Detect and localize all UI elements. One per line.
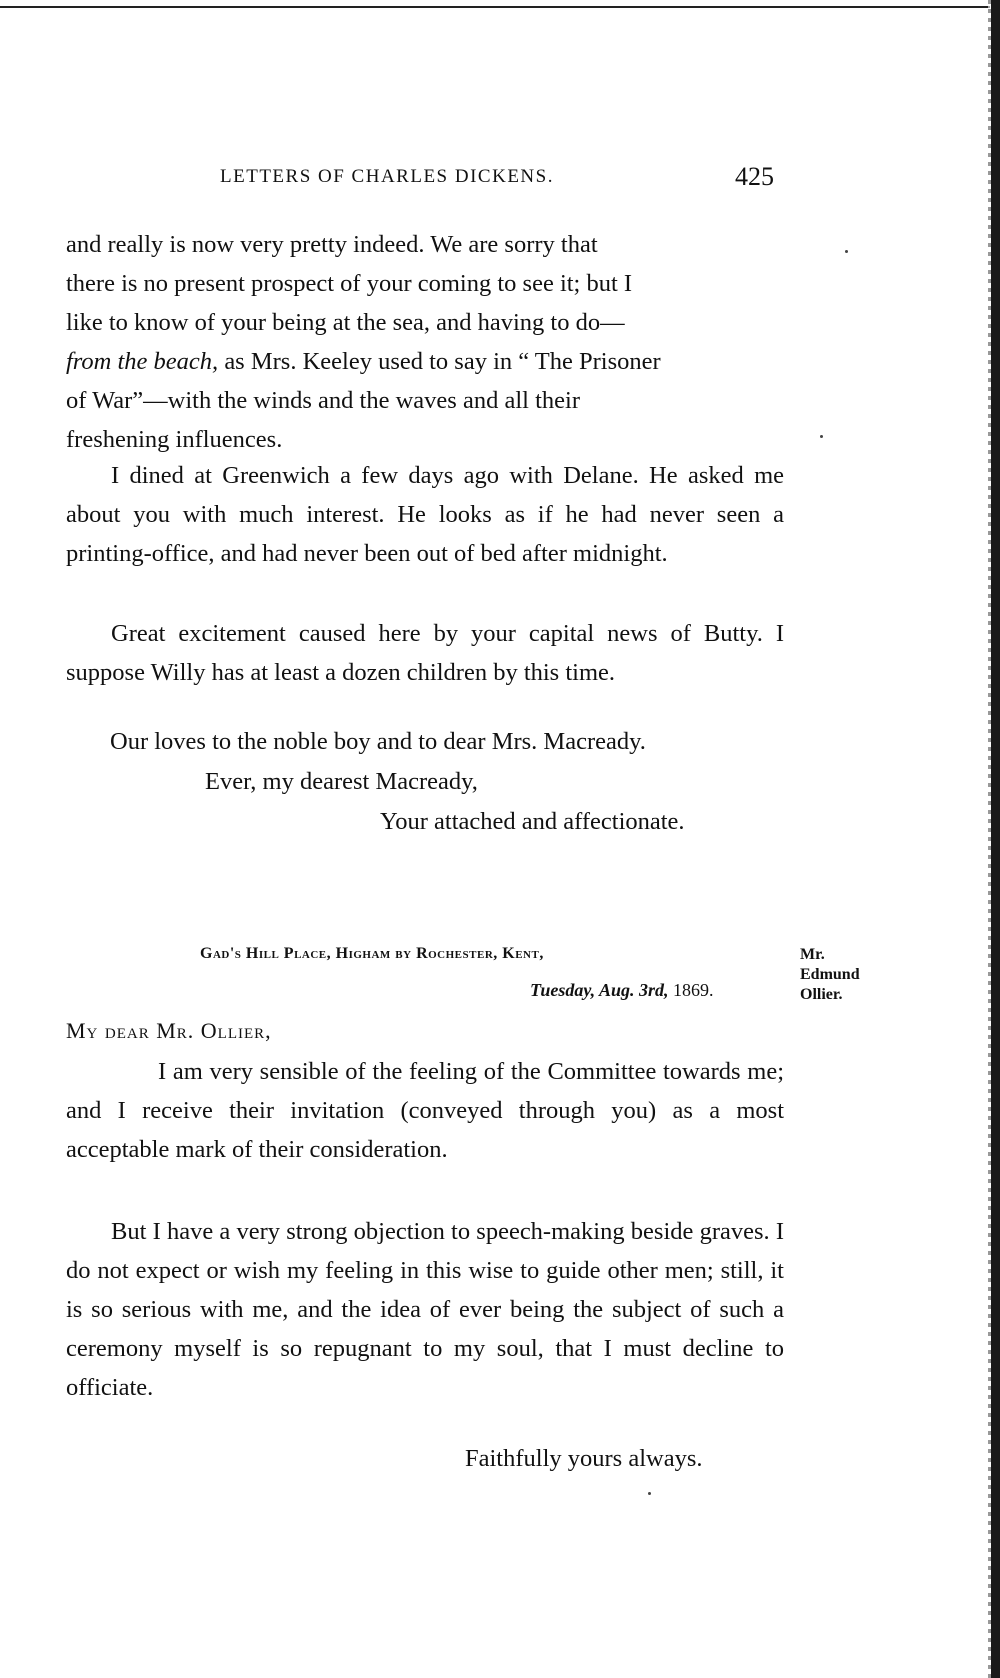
letter1-paragraph3 xyxy=(66,614,784,692)
recipient-note-line1: Mr. xyxy=(800,946,825,963)
letter2-paragraph1 xyxy=(66,1052,784,1169)
letter1-p1-line5: of War”—with the winds and the waves and all their xyxy=(66,387,580,414)
letter2-date-year: 1869. xyxy=(668,980,714,1000)
letter2-signoff: Faithfully yours always. xyxy=(465,1445,703,1472)
letter2-dateline xyxy=(530,980,714,1001)
letter1-p1-line1: and really is now very pretty indeed. We are sorry that xyxy=(66,231,598,258)
letter2-salutation: My dear Mr. Ollier, xyxy=(66,1018,272,1043)
scan-speck xyxy=(820,435,823,438)
recipient-note-line2: Edmund xyxy=(800,966,860,983)
letter1-p1-line3: like to know of your being at the sea, and having to do— xyxy=(66,309,625,336)
letter2-p2-text: But I have a very strong objection to speech-making beside graves. I do not expect or wish my feeling in this wise to guide other men; still, it is so serious with me, and the idea of ever being the subject of such a ceremony myself is so repugnant to my soul, that I must decline to officiate. xyxy=(66,1218,784,1401)
scan-speck xyxy=(648,1492,651,1495)
page-number: 425 xyxy=(735,162,774,191)
scan-spine-edge xyxy=(991,0,1000,1678)
letter1-p1-italic-phrase: from the beach, xyxy=(66,348,219,375)
letter1-paragraph1 xyxy=(66,225,784,459)
recipient-note-line3: Ollier. xyxy=(800,986,843,1003)
letter1-p1-line6: freshening influences. xyxy=(66,426,283,453)
letter1-signature-line: Your attached and affectionate. xyxy=(380,808,685,835)
letter1-p3-text: Great excitement caused here by your capital news of Butty. I suppose Willy has at least a dozen children by this time. xyxy=(66,620,784,686)
scan-top-edge xyxy=(0,6,990,8)
letter1-closing-line: Our loves to the noble boy and to dear Mrs. Macready. xyxy=(110,728,646,755)
letter2-paragraph2 xyxy=(66,1212,784,1407)
letter1-p1-line2: there is no present prospect of your coming to see it; but I xyxy=(66,270,633,297)
scan-speck xyxy=(845,250,848,253)
letter1-p2-text: I dined at Greenwich a few days ago with Delane. He asked me about you with much interest. He looks as if he had never seen a printing-office, and had never been out of bed after midnight. xyxy=(66,462,784,567)
letter1-paragraph2 xyxy=(66,456,784,573)
letter2-p1-text: I am very sensible of the feeling of the Committee towards me; and I receive their invitation (conveyed through you) as a most acceptable mark of their consideration. xyxy=(66,1058,784,1163)
running-head-title: LETTERS OF CHARLES DICKENS. xyxy=(220,166,554,187)
recipient-margin-note xyxy=(800,945,910,1005)
letter2-address: Gad's Hill Place, Higham by Rochester, Kent, xyxy=(200,945,544,962)
letter2-date-day: Tuesday, Aug. 3rd, xyxy=(530,980,669,1000)
letter1-valediction: Ever, my dearest Macready, xyxy=(205,768,478,795)
letter1-p1-line4-rest: as Mrs. Keeley used to say in “ The Prisoner xyxy=(218,348,661,375)
